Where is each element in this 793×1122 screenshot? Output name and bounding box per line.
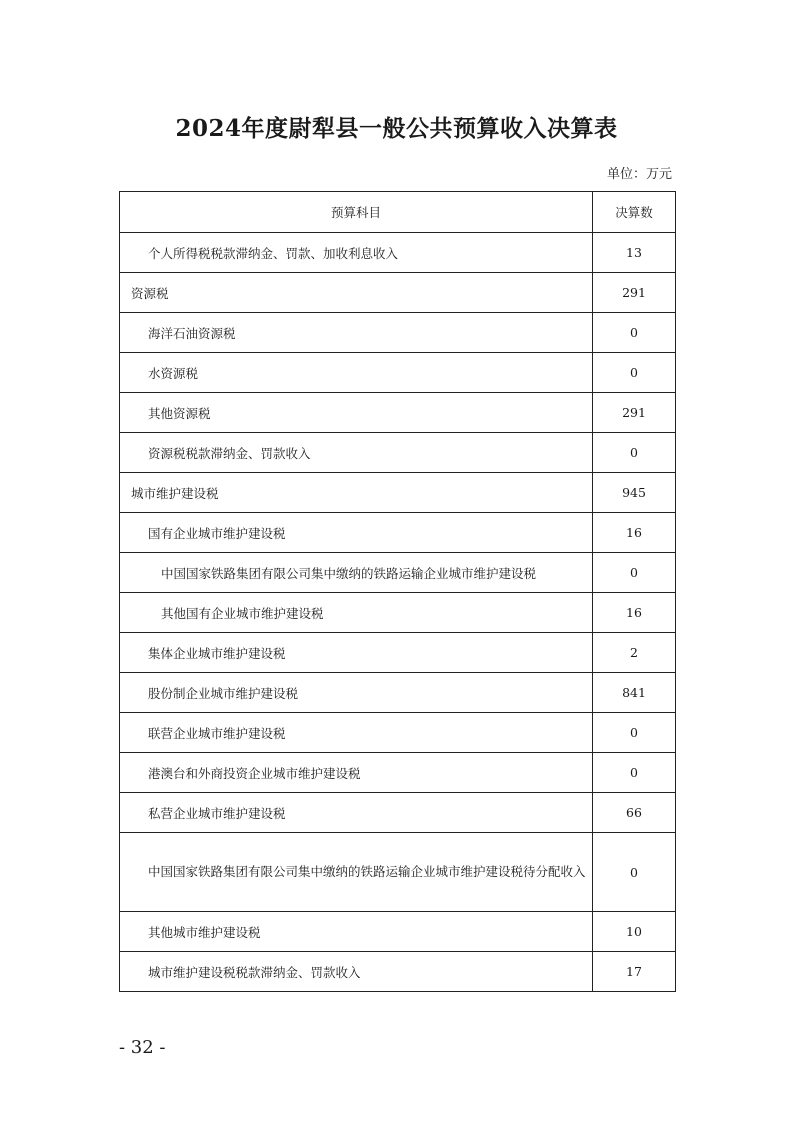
table-row	[120, 313, 676, 353]
row-amount: 0	[593, 353, 676, 393]
row-item-name: 资源税	[120, 273, 593, 313]
row-item-name: 个人所得税税款滞纳金、罚款、加收利息收入	[120, 233, 593, 273]
table-row	[120, 553, 676, 593]
row-amount: 0	[593, 433, 676, 473]
row-amount: 945	[593, 473, 676, 513]
table-row	[120, 952, 676, 992]
row-item-name: 港澳台和外商投资企业城市维护建设税	[120, 753, 593, 793]
row-amount: 2	[593, 633, 676, 673]
table-row	[120, 593, 676, 633]
row-item-name: 其他资源税	[120, 393, 593, 433]
table-row	[120, 713, 676, 753]
row-item-name: 集体企业城市维护建设税	[120, 633, 593, 673]
row-item-name: 私营企业城市维护建设税	[120, 793, 593, 833]
row-item-name: 股份制企业城市维护建设税	[120, 673, 593, 713]
table-row	[120, 233, 676, 273]
row-item-name: 中国国家铁路集团有限公司集中缴纳的铁路运输企业城市维护建设税待分配收入	[120, 833, 593, 912]
table-row	[120, 353, 676, 393]
row-amount: 0	[593, 833, 676, 912]
row-amount: 0	[593, 313, 676, 353]
header-item: 预算科目	[120, 192, 593, 233]
budget-table	[119, 191, 676, 992]
row-amount: 841	[593, 673, 676, 713]
row-amount: 291	[593, 393, 676, 433]
table-row	[120, 793, 676, 833]
header-amount: 决算数	[593, 192, 676, 233]
row-item-name: 中国国家铁路集团有限公司集中缴纳的铁路运输企业城市维护建设税	[120, 553, 593, 593]
table-row	[120, 273, 676, 313]
row-item-name: 其他城市维护建设税	[120, 912, 593, 952]
row-item-name: 水资源税	[120, 353, 593, 393]
table-header-row	[120, 192, 676, 233]
row-amount: 291	[593, 273, 676, 313]
row-item-name: 城市维护建设税税款滞纳金、罚款收入	[120, 952, 593, 992]
table-row	[120, 912, 676, 952]
row-item-name: 城市维护建设税	[120, 473, 593, 513]
table-row	[120, 393, 676, 433]
table-row	[120, 633, 676, 673]
row-amount: 17	[593, 952, 676, 992]
table-row	[120, 753, 676, 793]
row-amount: 0	[593, 553, 676, 593]
row-item-name: 其他国有企业城市维护建设税	[120, 593, 593, 633]
row-amount: 0	[593, 713, 676, 753]
row-amount: 66	[593, 793, 676, 833]
row-amount: 0	[593, 753, 676, 793]
row-amount: 16	[593, 513, 676, 553]
row-item-name: 海洋石油资源税	[120, 313, 593, 353]
table-row	[120, 513, 676, 553]
row-amount: 16	[593, 593, 676, 633]
unit-label: 单位：万元	[606, 167, 672, 182]
row-item-name: 资源税税款滞纳金、罚款收入	[120, 433, 593, 473]
row-amount: 13	[593, 233, 676, 273]
table-row	[120, 473, 676, 513]
page-title: 2024年度尉犁县一般公共预算收入决算表	[175, 115, 618, 142]
table-row	[120, 673, 676, 713]
row-item-name: 联营企业城市维护建设税	[120, 713, 593, 753]
table-row	[120, 433, 676, 473]
row-item-name: 国有企业城市维护建设税	[120, 513, 593, 553]
page-number: - 32 -	[119, 1037, 166, 1058]
row-amount: 10	[593, 912, 676, 952]
table-row	[120, 833, 676, 912]
